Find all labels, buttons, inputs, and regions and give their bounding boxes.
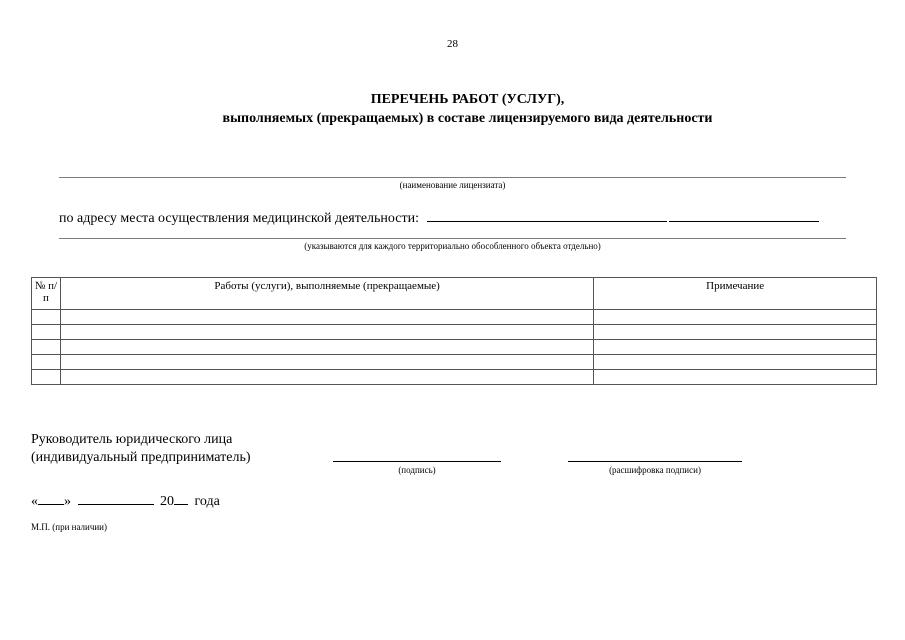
licensee-name-line	[59, 177, 846, 178]
stamp-note: М.П. (при наличии)	[31, 522, 107, 532]
date-row	[31, 490, 220, 511]
cell-number[interactable]	[32, 340, 61, 355]
cell-number[interactable]	[32, 370, 61, 385]
year-prefix: 20	[160, 494, 174, 509]
date-close-quote: »	[64, 494, 71, 509]
cell-note[interactable]	[594, 325, 877, 340]
document-subtitle: выполняемых (прекращаемых) в составе лицензируемого вида деятельности	[222, 111, 713, 126]
address-label: по адресу места осуществления медицинской деятельности:	[59, 211, 419, 226]
address-row	[59, 207, 819, 227]
page-number: 28	[447, 38, 458, 50]
cell-note[interactable]	[594, 370, 877, 385]
works-table	[31, 277, 877, 385]
month-field[interactable]	[78, 490, 154, 505]
table-row	[32, 310, 877, 325]
head-title-line1: Руководитель юридического лица	[31, 432, 233, 447]
address-continuation-line	[59, 238, 846, 239]
cell-works[interactable]	[60, 370, 593, 385]
cell-number[interactable]	[32, 310, 61, 325]
address-field[interactable]	[427, 207, 667, 222]
cell-works[interactable]	[60, 325, 593, 340]
cell-note[interactable]	[594, 310, 877, 325]
cell-works[interactable]	[60, 355, 593, 370]
table-header-row	[32, 278, 877, 310]
date-open-quote: «	[31, 494, 38, 509]
cell-note[interactable]	[594, 355, 877, 370]
header-note: Примечание	[594, 278, 877, 310]
signature-field[interactable]	[333, 461, 501, 462]
licensee-caption: (наименование лицензиата)	[399, 180, 506, 190]
header-number: № п/п	[32, 278, 61, 310]
header-works: Работы (услуги), выполняемые (прекращаемые)	[60, 278, 593, 310]
address-field-extra[interactable]	[669, 207, 819, 222]
signature-decode-field[interactable]	[568, 461, 742, 462]
head-title	[31, 431, 251, 467]
year-suffix: года	[194, 494, 220, 509]
signature-caption: (подпись)	[398, 465, 436, 475]
address-caption: (указываются для каждого территориально обособленного объекта отдельно)	[304, 241, 601, 251]
table-row	[32, 340, 877, 355]
year-field[interactable]	[174, 490, 188, 505]
cell-works[interactable]	[60, 310, 593, 325]
signature-decode-caption: (расшифровка подписи)	[609, 465, 701, 475]
table-row	[32, 370, 877, 385]
cell-works[interactable]	[60, 340, 593, 355]
table-row	[32, 355, 877, 370]
table-row	[32, 325, 877, 340]
cell-number[interactable]	[32, 355, 61, 370]
document-title: ПЕРЕЧЕНЬ РАБОТ (УСЛУГ),	[370, 92, 565, 107]
cell-note[interactable]	[594, 340, 877, 355]
day-field[interactable]	[38, 490, 64, 505]
head-title-line2: (индивидуальный предприниматель)	[31, 450, 251, 465]
cell-number[interactable]	[32, 325, 61, 340]
